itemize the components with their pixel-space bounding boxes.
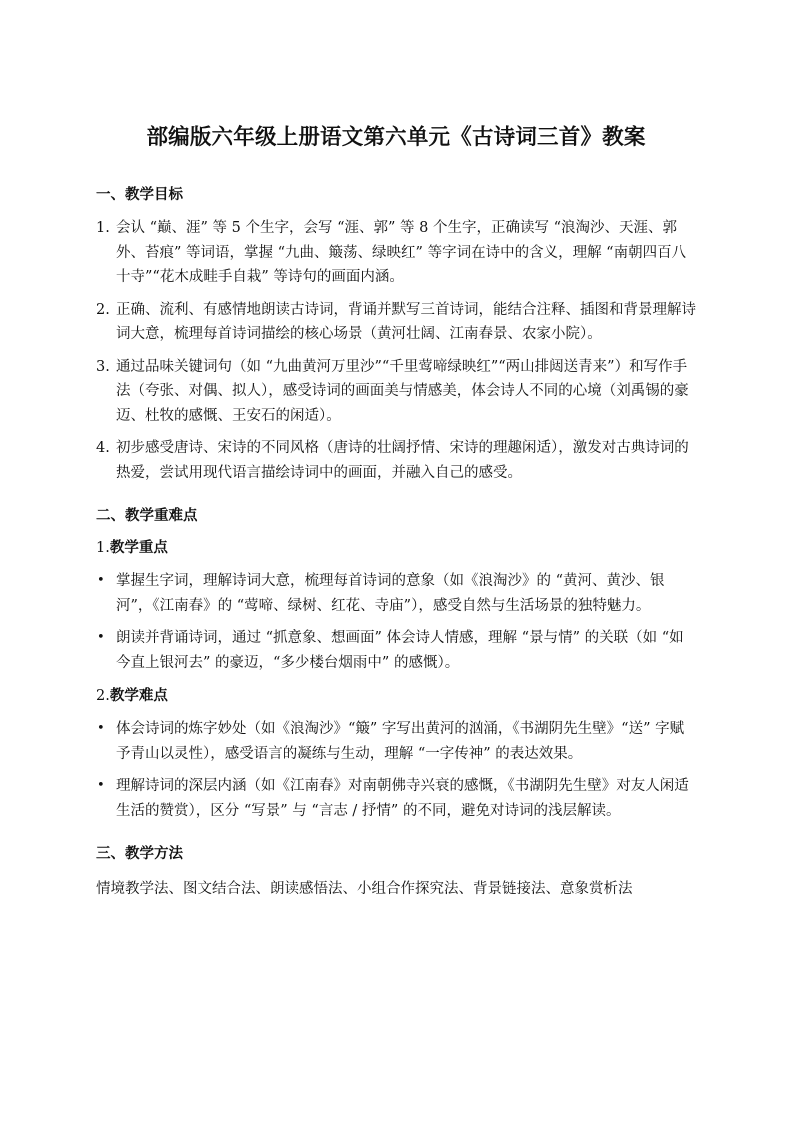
goal-item-number: 4. <box>96 440 110 456</box>
list-item <box>96 717 696 766</box>
list-item <box>96 626 696 675</box>
teaching-goals-list <box>96 216 696 485</box>
sub-heading-label: 教学难点 <box>109 687 168 704</box>
bullet-icon: • <box>97 778 105 793</box>
sub-heading-difficult-points <box>96 685 696 707</box>
goal-item-4 <box>96 436 696 485</box>
document-title: 部编版六年级上册语文第六单元《古诗词三首》教案 <box>146 125 646 150</box>
section-heading-teaching-goals: 一、教学目标 <box>96 186 183 203</box>
goal-item-number: 2. <box>96 301 110 318</box>
goal-item-1 <box>96 216 696 290</box>
section-heading-teaching-methods: 三、教学方法 <box>96 845 183 862</box>
goal-item-text: 正确、流利、有感情地朗读古诗词，背诵并默写三首诗词，能结合注释、插图和背景理解诗词大意，梳理每首诗词描绘的核心场景（黄河壮阔、江南春景、农家小院）。 <box>116 301 696 342</box>
sub-heading-key-points <box>96 537 696 559</box>
sub-heading-number: 1. <box>96 540 110 556</box>
bullet-text: 理解诗词的深层内涵（如《江南春》对南朝佛寺兴衰的感慨，《书湖阴先生壁》对友人闲适生活的赞赏），区分 “写景” 与 “言志 / 抒情” 的不同，避免对诗词的浅层解读。 <box>116 778 689 819</box>
bullet-text: 掌握生字词，理解诗词大意，梳理每首诗词的意象（如《浪淘沙》的 “黄河、黄沙、银河”，《江南春》的 “莺啼、绿树、红花、寺庙”），感受自然与生活场景的独特魅力。 <box>116 573 665 614</box>
list-item <box>96 774 696 823</box>
list-item <box>96 569 696 618</box>
key-points-list <box>96 569 696 675</box>
goal-item-text: 通过品味关键词句（如 “九曲黄河万里沙”“千里莺啼绿映红”“两山排闼送青来”）和写作手法（夸张、对偶、拟人），感受诗词的画面美与情感美，体会诗人不同的心境（刘禹锡的豪迈、杜牧的感慨、王安石的闲适）。 <box>116 358 689 424</box>
teaching-methods-text: 情境教学法、图文结合法、朗读感悟法、小组合作探究法、背景链接法、意象赏析法 <box>96 881 633 897</box>
goal-item-2 <box>96 298 696 347</box>
goal-item-3 <box>96 355 696 429</box>
difficult-points-list <box>96 717 696 823</box>
bullet-icon: • <box>97 721 105 736</box>
goal-item-number: 3. <box>96 358 110 375</box>
sub-heading-label: 教学重点 <box>109 539 168 556</box>
sub-heading-number: 2. <box>96 688 110 704</box>
bullet-icon: • <box>97 630 105 645</box>
section-heading-key-difficult-points: 二、教学重难点 <box>96 507 198 524</box>
bullet-text: 朗读并背诵诗词，通过 “抓意象、想画面” 体会诗人情感，理解 “景与情” 的关联（如 “如今直上银河去” 的豪迈，“多少楼台烟雨中” 的感慨）。 <box>116 630 684 671</box>
bullet-icon: • <box>97 573 105 588</box>
goal-item-number: 1. <box>96 220 110 236</box>
bullet-text: 体会诗词的炼字妙处（如《浪淘沙》“簸” 字写出黄河的汹涌，《书湖阴先生壁》“送” 字赋予青山以灵性），感受语言的凝练与生动，理解 “一字传神” 的表达效果。 <box>116 721 685 762</box>
goal-item-text: 初步感受唐诗、宋诗的不同风格（唐诗的壮阔抒情、宋诗的理趣闲适），激发对古典诗词的热爱，尝试用现代语言描绘诗词中的画面，并融入自己的感受。 <box>116 440 689 481</box>
goal-item-text: 会认 “巅、涯” 等 5 个生字，会写 “涯、郭” 等 8 个生字，正确读写 “浪淘沙、天涯、郭外、苔痕” 等词语，掌握 “九曲、簸荡、绿映红” 等字词在诗中的含义，理解 “南朝四百八十寺”“花木成畦手自栽” 等诗句的画面内涵。 <box>116 220 687 285</box>
